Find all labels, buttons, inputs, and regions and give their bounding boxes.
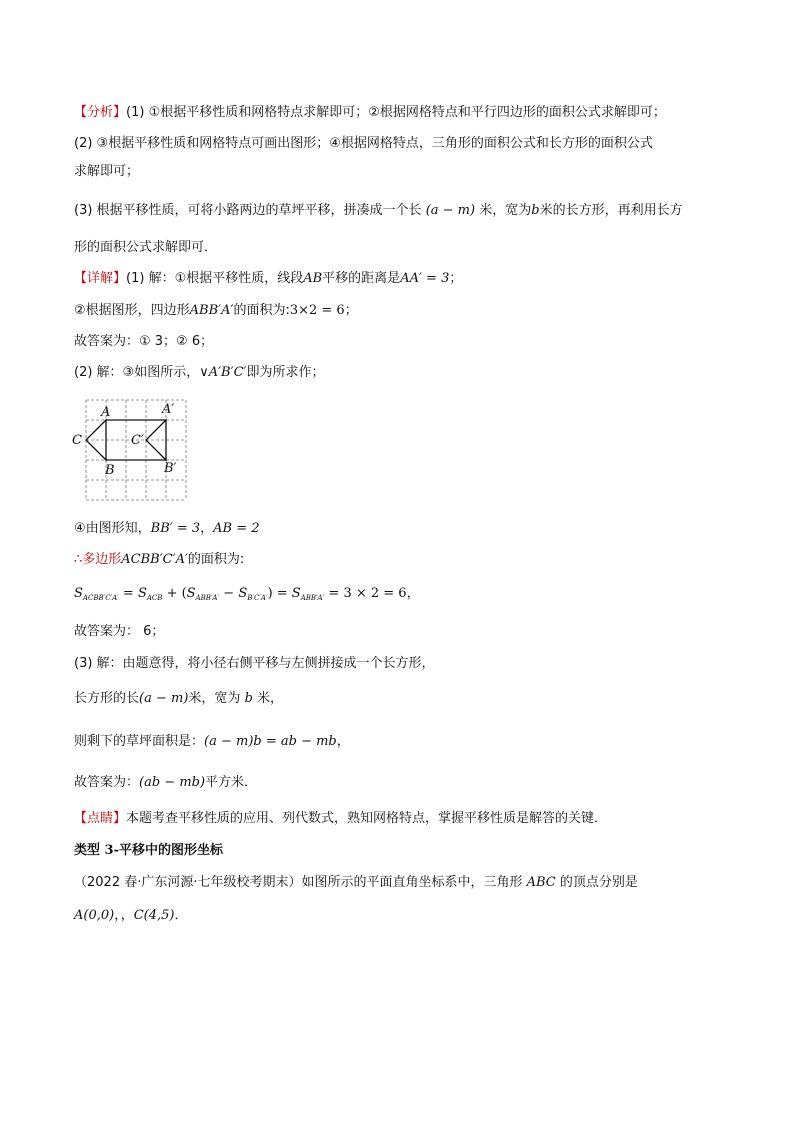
question-line-1: （2022 春·广东河源·七年级校考期末）如图所示的平面直角坐标系中，三角形 ABC 的顶点分别是	[74, 875, 638, 890]
label-B-prime: B′	[164, 461, 177, 476]
section-heading: 类型 3-平移中的图形坐标	[74, 843, 223, 858]
after-line-7: 故答案为：(ab − mb)平方米．	[74, 775, 258, 790]
detail-line-1: 【详解】(1) 解：①根据平移性质，线段AB平移的距离是AA′ = 3；	[74, 271, 463, 286]
after-line-5: 长方形的长(a − m)米，宽为 b 米，	[74, 691, 284, 706]
after-line-3: 故答案为： 6；	[74, 624, 165, 639]
detail-tag: 【详解】	[74, 271, 127, 286]
after-line-6: 则剩下的草坪面积是：(a − m)b = ab − mb，	[74, 734, 350, 749]
detail-line-4: (2) 解：③如图所示，∨A′B′C′即为所求作；	[74, 365, 325, 380]
translation-grid-figure	[70, 396, 200, 508]
label-C: C	[72, 433, 82, 448]
analysis-line-4: (3) 根据平移性质，可将小路两边的草坪平移，拼凑成一个长 (a − m) 米，宽为b米的长方形，再利用长方	[74, 203, 683, 218]
analysis-line-1: 【分析】(1) ①根据平移性质和网格特点求解即可；②根据网格特点和平行四边形的面积公式求解即可；	[74, 105, 666, 120]
after-line-2: ∴多边形ACBB′C′A′的面积为:	[74, 552, 245, 567]
label-C-prime: C′	[131, 433, 144, 448]
comment-line: 【点睛】本题考查平移性质的应用、列代数式，熟知网格特点，掌握平移性质是解答的关键．	[74, 811, 608, 826]
after-line-1: ④由图形知，BB′ = 3，AB = 2	[74, 521, 260, 536]
comment-tag: 【点睛】	[74, 811, 127, 826]
question-line-2: A(0,0)，，C(4,5)．	[74, 908, 188, 923]
analysis-line-5: 形的面积公式求解即可．	[74, 240, 218, 255]
detail-line-2: ②根据图形，四边形ABB′A′的面积为:3×2 = 6；	[74, 303, 358, 318]
detail-line-3: 故答案为：① 3；② 6；	[74, 334, 214, 349]
analysis-line-2: (2) ③根据平移性质和网格特点可画出图形；④根据网格特点，三角形的面积公式和长方形的面积公式	[74, 136, 653, 151]
area-formula: $S_{ACBB'C'A'} = S_{ACB} + (S_{ABB'A'} - S_{B'C'A'}) = S_{ABB'A'} = 3 \times 2 = 6$，	[74, 586, 420, 602]
analysis-tag: 【分析】	[74, 105, 127, 120]
analysis-line-3: 求解即可；	[74, 164, 140, 179]
label-B: B	[105, 463, 115, 478]
after-line-4: (3) 解：由题意得，将小径右侧平移与左侧拼接成一个长方形，	[74, 656, 435, 671]
label-A: A	[101, 405, 111, 420]
label-A-prime: A′	[162, 402, 175, 417]
